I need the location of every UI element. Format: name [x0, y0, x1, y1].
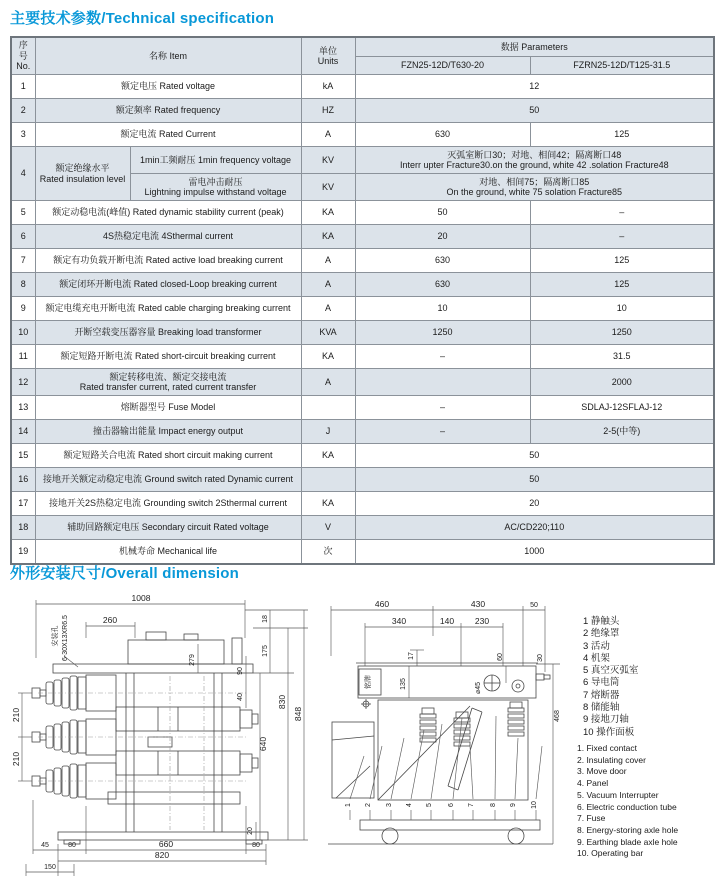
col-no-header: 序号 No. — [11, 37, 35, 75]
row-value: 50 — [355, 99, 714, 123]
parts-cn-item: 5 真空灭弧室 — [583, 665, 639, 677]
table-row — [11, 540, 714, 565]
row-no: 15 — [11, 444, 35, 468]
row-value-1: 50 — [355, 201, 530, 225]
row-value: 灭弧室断口30；对地、相间42；隔离断口48 Interr upter Fracture30.on the ground, white 42 .solation Fracture48 — [355, 147, 714, 174]
mounting-hole-spec: 6-30X13XR6.5 — [62, 615, 69, 661]
row-unit: V — [301, 516, 355, 540]
dim-140: 140 — [439, 616, 455, 626]
row-value-1: 630 — [355, 123, 530, 147]
table-row — [11, 75, 714, 99]
table-row — [11, 201, 714, 225]
nameplate-label: 铭牌 — [365, 675, 372, 689]
parts-en-item: 5. Vacuum Interrupter — [577, 789, 659, 800]
row-item: 开断空载变压器容量 Breaking load transformer — [35, 321, 301, 345]
row-value: 20 — [355, 492, 714, 516]
dim-18: 18 — [262, 615, 269, 623]
row-value-1: – — [355, 420, 530, 444]
row-item: 额定闭环开断电流 Rated closed-Loop breaking current — [35, 273, 301, 297]
row-no: 7 — [11, 249, 35, 273]
table-row-4a — [11, 147, 714, 174]
row-unit: A — [301, 123, 355, 147]
dim-210-a: 210 — [11, 707, 21, 723]
dim-80-b: 80 — [252, 842, 260, 849]
overall-dimension-title: 外形安装尺寸/Overall dimension — [10, 565, 240, 582]
row-value-2: 10 — [530, 297, 714, 321]
dim-150: 150 — [44, 864, 56, 871]
row-item: 4S热稳定电流 4Sthermal current — [35, 225, 301, 249]
row-item: 额定转移电流、额定交接电流 Rated transfer current, rated current transfer — [35, 369, 301, 396]
parts-cn-item: 3 活动 — [583, 640, 610, 652]
col-item-header: 名称 Item — [35, 37, 301, 75]
row-value-1: – — [355, 396, 530, 420]
dim-30: 30 — [537, 654, 544, 662]
dim-1008: 1008 — [131, 594, 151, 603]
row-item: 额定有功负载开断电流 Rated active load breaking current — [35, 249, 301, 273]
row-no: 8 — [11, 273, 35, 297]
parts-en-item: 3. Move door — [577, 766, 627, 777]
table-row — [11, 321, 714, 345]
dim-430: 430 — [470, 599, 486, 609]
parts-cn-item: 8 储能轴 — [583, 702, 620, 714]
callout-10: 10 — [531, 801, 538, 809]
dim-dia-45: ⌀45 — [475, 681, 482, 695]
table-header-row — [11, 37, 714, 57]
table-row — [11, 369, 714, 396]
table-row — [11, 225, 714, 249]
row-value: 12 — [355, 75, 714, 99]
row-unit: kA — [301, 75, 355, 99]
dim-90: 90 — [237, 667, 244, 675]
row-no: 3 — [11, 123, 35, 147]
row-unit: A — [301, 297, 355, 321]
row-unit: KA — [301, 492, 355, 516]
row-no: 18 — [11, 516, 35, 540]
row-no: 4 — [11, 147, 35, 201]
table-row — [11, 123, 714, 147]
row-no: 16 — [11, 468, 35, 492]
row-subitem: 1min工频耐压 1min frequency voltage — [130, 147, 301, 174]
table-row — [11, 396, 714, 420]
parts-cn-item: 9 接地刀轴 — [583, 714, 629, 726]
row-unit: KV — [301, 174, 355, 201]
parts-cn-item: 7 熔断器 — [583, 689, 620, 701]
row-unit — [301, 396, 355, 420]
row-item: 额定电流 Rated Current — [35, 123, 301, 147]
parts-cn-item: 2 绝缘罩 — [583, 628, 620, 640]
row-value-2: 1250 — [530, 321, 714, 345]
row-value: 对地、相间75；隔离断口85 On the ground, white 75 solation Fracture85 — [355, 174, 714, 201]
table-row — [11, 99, 714, 123]
row-value-2: – — [530, 201, 714, 225]
row-value-1: 1250 — [355, 321, 530, 345]
row-value-1: 630 — [355, 249, 530, 273]
table-row — [11, 420, 714, 444]
parts-en-item: 1. Fixed contact — [577, 743, 638, 753]
row-no: 1 — [11, 75, 35, 99]
model2-header: FZRN25-12D/T125-31.5 — [530, 57, 714, 75]
callout-7: 7 — [468, 803, 475, 807]
row-item: 熔断器型号 Fuse Model — [35, 396, 301, 420]
row-value-2: 31.5 — [530, 345, 714, 369]
parts-list-en — [577, 743, 678, 860]
row-unit: A — [301, 369, 355, 396]
row-unit: A — [301, 249, 355, 273]
row-unit: 次 — [301, 540, 355, 565]
spec-table — [10, 36, 715, 565]
callout-1: 1 — [345, 803, 352, 807]
model1-header: FZN25-12D/T630-20 — [355, 57, 530, 75]
row-item: 额定电压 Rated voltage — [35, 75, 301, 99]
row-unit: KA — [301, 444, 355, 468]
dim-135: 135 — [400, 678, 407, 690]
parts-cn-item: 10 操作面板 — [583, 726, 635, 738]
row-no: 12 — [11, 369, 35, 396]
row-unit — [301, 468, 355, 492]
row-value-2: – — [530, 225, 714, 249]
parts-en-item: 6. Electric conduction tube — [577, 801, 677, 812]
dim-848: 848 — [293, 706, 303, 722]
row-value-2: 125 — [530, 123, 714, 147]
col-params-header: 数据 Parameters — [355, 37, 714, 57]
row-no: 2 — [11, 99, 35, 123]
parts-cn-item: 1 静触头 — [583, 616, 620, 627]
dim-50: 50 — [530, 602, 538, 609]
callout-5: 5 — [426, 803, 433, 807]
row-item: 撞击器输出能量 Impact energy output — [35, 420, 301, 444]
callout-3: 3 — [386, 803, 393, 807]
dim-820: 820 — [154, 850, 170, 860]
parts-en-item: 4. Panel — [577, 778, 609, 789]
table-row — [11, 297, 714, 321]
row-unit: KV — [301, 147, 355, 174]
row-item: 辅助回路额定电压 Secondary circuit Rated voltage — [35, 516, 301, 540]
row-item: 额定频率 Rated frequency — [35, 99, 301, 123]
table-row — [11, 249, 714, 273]
parts-en-item: 7. Fuse — [577, 813, 606, 824]
callout-4: 4 — [406, 803, 413, 807]
tech-spec-title: 主要技术参数/Technical specification — [10, 10, 275, 27]
row-no: 19 — [11, 540, 35, 565]
dim-45: 45 — [41, 842, 49, 849]
row-value: AC/CD220;110 — [355, 516, 714, 540]
row-no: 9 — [11, 297, 35, 321]
parts-en-item: 2. Insulating cover — [577, 754, 646, 765]
row-value-1 — [355, 369, 530, 396]
row-no: 5 — [11, 201, 35, 225]
row-value-2: 125 — [530, 273, 714, 297]
row-item: 接地开关2S热稳定电流 Grounding switch 2Sthermal current — [35, 492, 301, 516]
row-no: 17 — [11, 492, 35, 516]
row-subitem: 雷电冲击耐压 Lightning impulse withstand voltage — [130, 174, 301, 201]
row-unit: KA — [301, 201, 355, 225]
table-row — [11, 516, 714, 540]
parts-en-item: 10. Operating bar — [577, 848, 644, 859]
row-item: 接地开关额定动稳定电流 Ground switch rated Dynamic current — [35, 468, 301, 492]
dim-40: 40 — [237, 693, 244, 701]
parts-list-cn — [583, 616, 638, 739]
row-unit: J — [301, 420, 355, 444]
col-units-header: 单位 Units — [301, 37, 355, 75]
row-item: 机械寿命 Mechanical life — [35, 540, 301, 565]
row-value: 50 — [355, 444, 714, 468]
parts-cn-item: 6 导电筒 — [583, 677, 620, 689]
row-no: 13 — [11, 396, 35, 420]
dim-210-b: 210 — [11, 751, 21, 767]
row-group-item: 额定绝缘水平 Rated insulation level — [35, 147, 130, 201]
row-value: 1000 — [355, 540, 714, 565]
row-value-1: 10 — [355, 297, 530, 321]
table-row — [11, 345, 714, 369]
row-value-2: 2-5(中等) — [530, 420, 714, 444]
row-item: 额定短路关合电流 Rated short circuit making current — [35, 444, 301, 468]
callout-2: 2 — [365, 803, 372, 807]
parts-en-item: 9. Earthing blade axle hole — [577, 836, 678, 847]
row-value-1: – — [355, 345, 530, 369]
row-no: 11 — [11, 345, 35, 369]
dim-17: 17 — [408, 652, 415, 660]
front-view-drawing — [8, 594, 318, 878]
mounting-hole-label: 安装孔 — [52, 625, 59, 647]
callout-8: 8 — [490, 803, 497, 807]
row-item: 额定动稳电流(峰值) Rated dynamic stability current (peak) — [35, 201, 301, 225]
dim-340: 340 — [391, 616, 407, 626]
row-value: 50 — [355, 468, 714, 492]
row-item: 额定电缆充电开断电流 Rated cable charging breaking current — [35, 297, 301, 321]
row-no: 6 — [11, 225, 35, 249]
parts-en-item: 8. Energy-storing axle hole — [577, 824, 679, 835]
row-value-1: 630 — [355, 273, 530, 297]
dim-830: 830 — [277, 694, 287, 710]
row-unit: KA — [301, 225, 355, 249]
side-view-drawing — [320, 596, 572, 878]
row-value-2: 2000 — [530, 369, 714, 396]
row-unit: A — [301, 273, 355, 297]
dim-20: 20 — [247, 827, 254, 835]
callout-6: 6 — [448, 803, 455, 807]
dim-468: 468 — [554, 710, 561, 722]
row-unit: KVA — [301, 321, 355, 345]
row-no: 10 — [11, 321, 35, 345]
row-value-2: SDLAJ-12SFLAJ-12 — [530, 396, 714, 420]
row-no: 14 — [11, 420, 35, 444]
dim-460: 460 — [374, 599, 390, 609]
table-row — [11, 492, 714, 516]
dim-175: 175 — [262, 645, 269, 657]
dim-279: 279 — [189, 654, 196, 666]
row-value-1: 20 — [355, 225, 530, 249]
row-item: 额定短路开断电流 Rated short-circuit breaking current — [35, 345, 301, 369]
row-unit: HZ — [301, 99, 355, 123]
dim-660: 660 — [158, 839, 174, 849]
dim-230: 230 — [474, 616, 490, 626]
table-row — [11, 444, 714, 468]
dim-640: 640 — [258, 736, 268, 752]
dim-80-a: 80 — [68, 842, 76, 849]
dim-260: 260 — [102, 615, 118, 625]
row-unit: KA — [301, 345, 355, 369]
callout-9: 9 — [510, 803, 517, 807]
dim-60: 60 — [497, 653, 504, 661]
row-value-2: 125 — [530, 249, 714, 273]
parts-cn-item: 4 机架 — [583, 652, 610, 664]
table-row — [11, 273, 714, 297]
table-row — [11, 468, 714, 492]
